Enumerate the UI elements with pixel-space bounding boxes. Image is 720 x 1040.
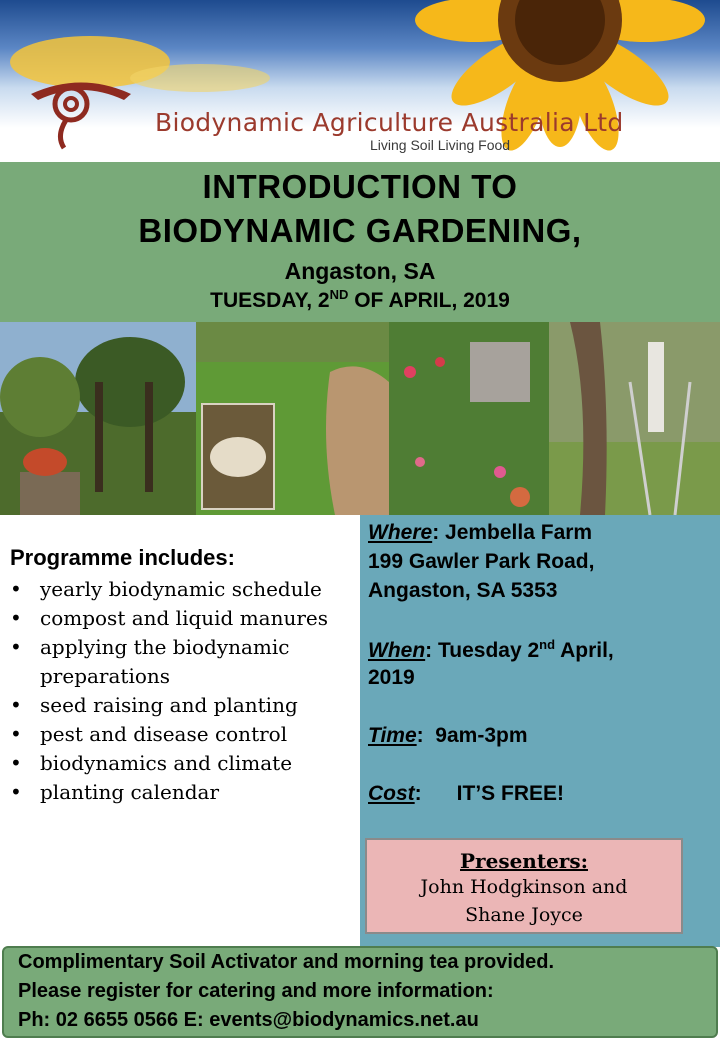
programme-heading: Programme includes: (10, 545, 235, 570)
event-title-line2: BIODYNAMIC GARDENING, (138, 212, 582, 249)
list-item: • compost and liquid manures (10, 604, 350, 633)
presenter-name-1: John Hodgkinson and (420, 876, 628, 898)
where-line3: Angaston, SA 5353 (368, 579, 558, 602)
where-line1: Where: Jembella Farm (368, 521, 593, 544)
footer-line2: Please register for catering and more information: (18, 980, 494, 1002)
list-item: • biodynamics and climate (10, 749, 350, 778)
presenters-box (365, 838, 683, 934)
list-item: • pest and disease control (10, 720, 350, 749)
flower-garden-photo (389, 322, 549, 515)
event-title-line1: INTRODUCTION TO (202, 168, 518, 205)
header-banner (0, 0, 720, 160)
presenters-heading: Presenters: (460, 849, 588, 873)
organisation-name: Biodynamic Agriculture Australia Ltd (155, 108, 624, 137)
cow-in-pasture-photo (196, 322, 389, 515)
list-item: • applying the biodynamic preparations (10, 633, 350, 691)
where-line2: 199 Gawler Park Road, (368, 550, 595, 573)
presenter-name-2: Shane Joyce (465, 904, 583, 926)
list-item: • planting calendar (10, 778, 350, 807)
spiral-logo-icon (26, 76, 136, 151)
time-line: Time: 9am-3pm (368, 724, 528, 747)
photo-collage (0, 322, 720, 515)
organisation-tagline: Living Soil Living Food (370, 137, 511, 153)
event-date: TUESDAY, 2ND OF APRIL, 2019 (210, 287, 510, 312)
programme-list (10, 575, 350, 807)
event-location: Angaston, SA (284, 258, 436, 284)
list-item: • seed raising and planting (10, 691, 350, 720)
footer-line1: Complimentary Soil Activator and morning tea provided. (18, 951, 555, 973)
contact-line: Ph: 02 6655 0566 E: events@biodynamics.net.au (18, 1009, 479, 1031)
when-year: 2019 (368, 666, 415, 689)
tree-ladder-photo (549, 322, 720, 515)
list-item: • yearly biodynamic schedule (10, 575, 350, 604)
garden-arch-photo (0, 322, 196, 515)
cost-line: Cost: IT’S FREE! (368, 782, 565, 805)
when-line1: When: Tuesday 2nd April, (368, 637, 614, 662)
